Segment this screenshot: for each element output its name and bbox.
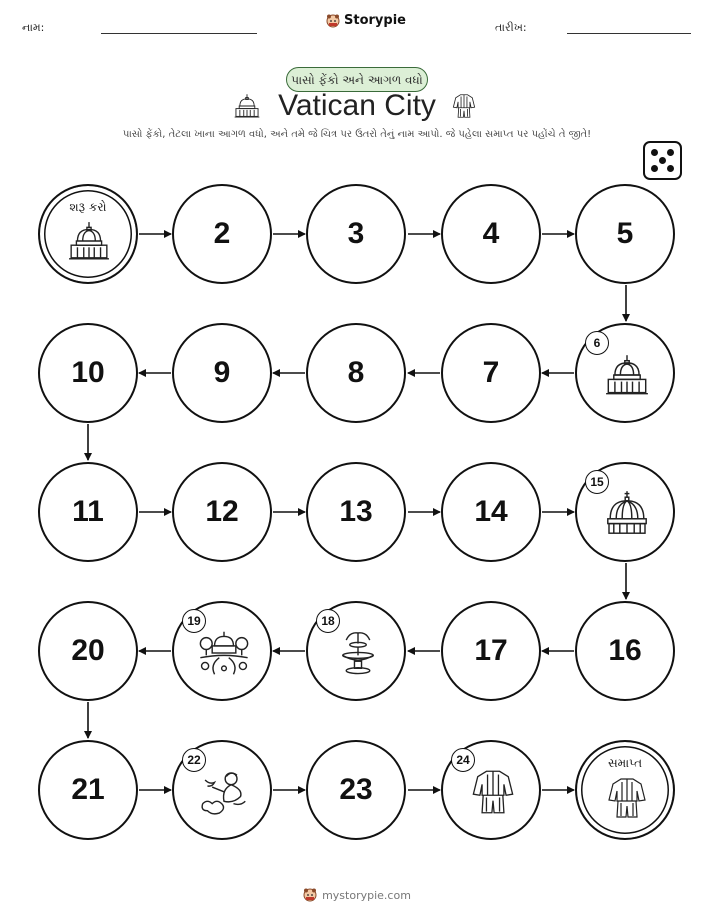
board-space-21[interactable] [38,740,138,840]
space-number-badge: 22 [182,748,206,772]
start-space[interactable] [38,184,138,284]
basilica-icon [605,353,649,397]
board-space-22[interactable] [172,740,272,840]
instructions: પાસો ફેંકો, તેટલા ખાના આગળ વધો, અને તમે જે ચિત્ર પર ઉતરો તેનું નામ આપો. જે પહેલા સમાપ્ત પર પહોંચે તે જીતે! [122,129,592,140]
board-space-3[interactable] [306,184,406,284]
brand-name: Storypie [344,13,406,28]
board-space-14[interactable] [441,462,541,562]
fountain-icon [338,629,378,677]
name-label: નામ: [22,21,45,34]
gardens-icon [198,629,250,677]
game-type-pill: પાસો ફેંકો અને આગળ વધો [286,67,428,92]
board-space-2[interactable] [172,184,272,284]
space-number-badge: 24 [451,748,475,772]
space-number: 9 [213,356,231,389]
swiss-guard-uniform-icon [471,768,515,816]
board-space-12[interactable] [172,462,272,562]
space-number: 7 [482,356,500,389]
space-number: 5 [616,217,634,250]
space-number: 21 [71,773,105,806]
space-number: 20 [71,634,105,667]
board-space-23[interactable] [306,740,406,840]
space-number-badge: 15 [585,470,609,494]
board-space-10[interactable] [38,323,138,423]
space-number: 11 [72,495,104,528]
space-number: 4 [482,217,500,250]
dome-icon [603,490,651,538]
finish-space[interactable] [575,740,675,840]
storypie-mascot-icon [303,888,317,902]
space-number: 16 [608,634,642,667]
space-number: 8 [347,356,365,389]
board-space-5[interactable] [575,184,675,284]
date-label: તારીખ: [495,21,527,34]
space-number: 23 [339,773,373,806]
board-space-18[interactable] [306,601,406,701]
swiss-guard-uniform-icon [607,776,647,820]
space-number: 14 [474,495,508,528]
space-number: 2 [213,217,231,250]
space-number: 13 [339,495,373,528]
board-space-16[interactable] [575,601,675,701]
space-number: 12 [205,495,239,528]
space-number-badge: 18 [316,609,340,633]
basilica-icon [68,220,110,262]
footer [0,888,714,902]
fresco-angel-icon [198,768,250,818]
footer-url[interactable]: mystorypie.com [322,888,411,902]
space-number: 3 [347,217,365,250]
space-number-badge: 6 [585,331,609,355]
board-space-8[interactable] [306,323,406,423]
board-space-20[interactable] [38,601,138,701]
board-space-17[interactable] [441,601,541,701]
space-number: 10 [71,356,105,389]
board-space-7[interactable] [441,323,541,423]
board-space-24[interactable] [441,740,541,840]
space-number-badge: 19 [182,609,206,633]
board-space-4[interactable] [441,184,541,284]
board-space-9[interactable] [172,323,272,423]
board-space-6[interactable] [575,323,675,423]
finish-label: સમાપ્ત [607,756,643,770]
board-space-19[interactable] [172,601,272,701]
page-title: Vatican City [278,89,436,122]
board-space-13[interactable] [306,462,406,562]
board-space-11[interactable] [38,462,138,562]
start-label: શરૂ કરો [69,200,107,214]
board-space-15[interactable] [575,462,675,562]
space-number: 17 [474,634,508,667]
